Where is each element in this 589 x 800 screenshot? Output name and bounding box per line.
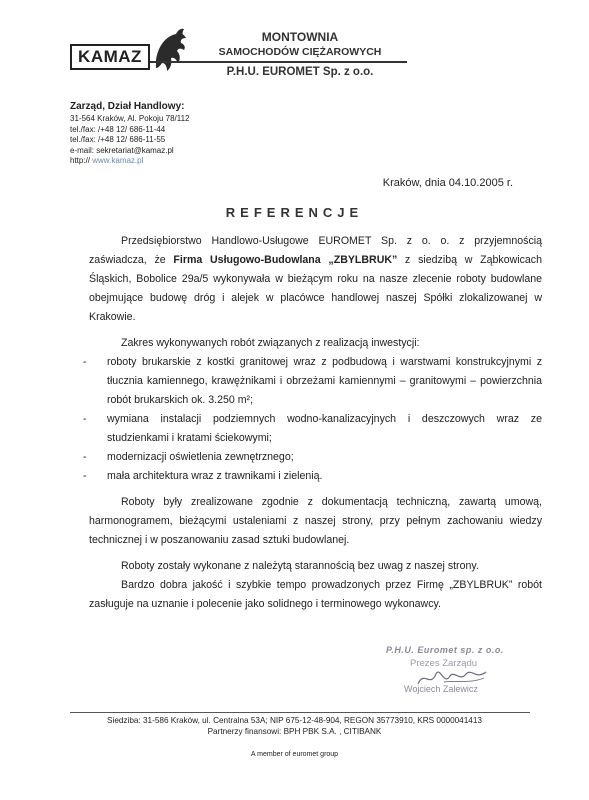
paragraph-1 [89,232,542,327]
letter-date: Kraków, dnia 04.10.2005 r. [382,177,513,189]
paragraph-3: Roboty były zrealizowane zgodnie z dokumentacją techniczną, zawartą umową, harmonogramem, bieżącymi ustaleniami z naszej strony, przy pełnym zachowaniu wiedzy technicznej i w poszanowaniu zasad sztuki budowlanej. [89,496,542,546]
list-item-text: mała architektura wraz z trawnikami i zielenią. [107,470,323,482]
contact-block [70,101,190,156]
footer-registration: Siedziba: 31-586 Kraków, ul. Centralna 53A; NIP 675-12-48-904, REGON 35773910, KRS 0000041413 [107,716,482,725]
paragraph-1-b: z siedzibą w Ząbkowicach Śląskich, Bobolice 29a/5 wykonywała w bieżącym roku na nasze zlecenie roboty budowlane obejmujące budowę dróg i alejek w placówce handlowej naszej Spółki zlokalizowanej w Krakowie. [89,254,542,323]
paragraph-5: Bardzo dobra jakość i szybkie tempo prowadzonych przez Firmę „ZBYLBRUK” robót zasługuje na uznanie i polecenie jako solidnego i terminowego wykonawcy. [89,579,542,610]
letter-title: REFERENCJE [225,205,364,220]
footer-divider [70,712,530,713]
kamaz-logo: KAMAZ [70,44,150,70]
footer-group: A member of euromet group [250,751,339,758]
contact-title: Zarząd, Dział Handlowy: [70,101,185,112]
header-divider [150,61,407,63]
horse-logo-icon [150,26,192,82]
paragraph-1-a: Przedsiębiorstwo Handlowo-Usługowe EUROMET Sp. z o. o. z przyjemnością zaświadcza, że [89,235,542,266]
scope-list [83,353,542,486]
website-prefix: http:// [70,156,91,165]
company-header [190,30,410,59]
footer-partners: Partnerzy finansowi: BPH PBK S.A. , CITIBANK [207,727,382,736]
website-link[interactable]: www.kamaz.pl [92,156,144,165]
list-item-text: wymiana instalacji podziemnych wodno-kanalizacyjnych i deszczowych wraz ze studzienkami i kratami ściekowymi; [107,413,542,444]
list-item: - mała architektura wraz z trawnikami i zielenią. [83,470,323,482]
contact-website [70,156,143,165]
paragraph-2: Zakres wykonywanych robót związanych z realizacją inwestycji: [121,337,420,349]
contact-address: 31-564 Kraków, Al. Pokoju 78/112 [70,114,190,123]
list-item-text: modernizacji oświetlenia zewnętrznego; [107,451,294,463]
contact-tel-2: tel./fax: /+48 12/ 686-11-55 [70,135,166,144]
list-item: - modernizacji oświetlenia zewnętrznego; [83,451,294,463]
letter-body [83,232,542,621]
paragraph-4: Roboty zostały wykonane z należytą starannością bez uwag z naszej strony. [121,560,479,572]
header-company-name: P.H.U. EUROMET Sp. z o.o. [226,66,374,78]
contact-tel-1: tel./fax: /+48 12/ 686-11-44 [70,124,166,134]
header-line-1: MONTOWNIA [261,30,339,44]
company-stamp: P.H.U. Euromet sp. z o.o. [386,645,504,655]
header-line-2: SAMOCHODÓW CIĘŻAROWYCH [218,46,382,58]
contact-email: e-mail: sekretariat@kamaz.pl [70,145,174,155]
list-item-text: roboty brukarskie z kostki granitowej wraz z podbudową i warstwami konstrukcyjnymi z tłucznia kamiennego, krawężnikami i obrzeżami kamiennymi – granitowymi – powierzchnia robót brukarskich ok. 3.250 m²; [107,356,542,406]
signatory-name: Wojciech Zalewicz [404,684,478,694]
list-item: - wymiana instalacji podziemnych wodno-kanalizacyjnych i deszczowych wraz ze studzienkami i kratami ściekowymi; [83,413,542,444]
contractor-name: Firma Usługowo-Budowlana „ZBYLBRUK” [173,254,398,266]
signatory-role: Prezes Zarządu [410,658,478,669]
list-item: - roboty brukarskie z kostki granitowej wraz z podbudową i warstwami konstrukcyjnymi z tłucznia kamiennego, krawężnikami i obrzeżami kamiennymi – granitowymi – powierzchnia robót brukarskich ok. 3.250 m²; [83,356,542,406]
